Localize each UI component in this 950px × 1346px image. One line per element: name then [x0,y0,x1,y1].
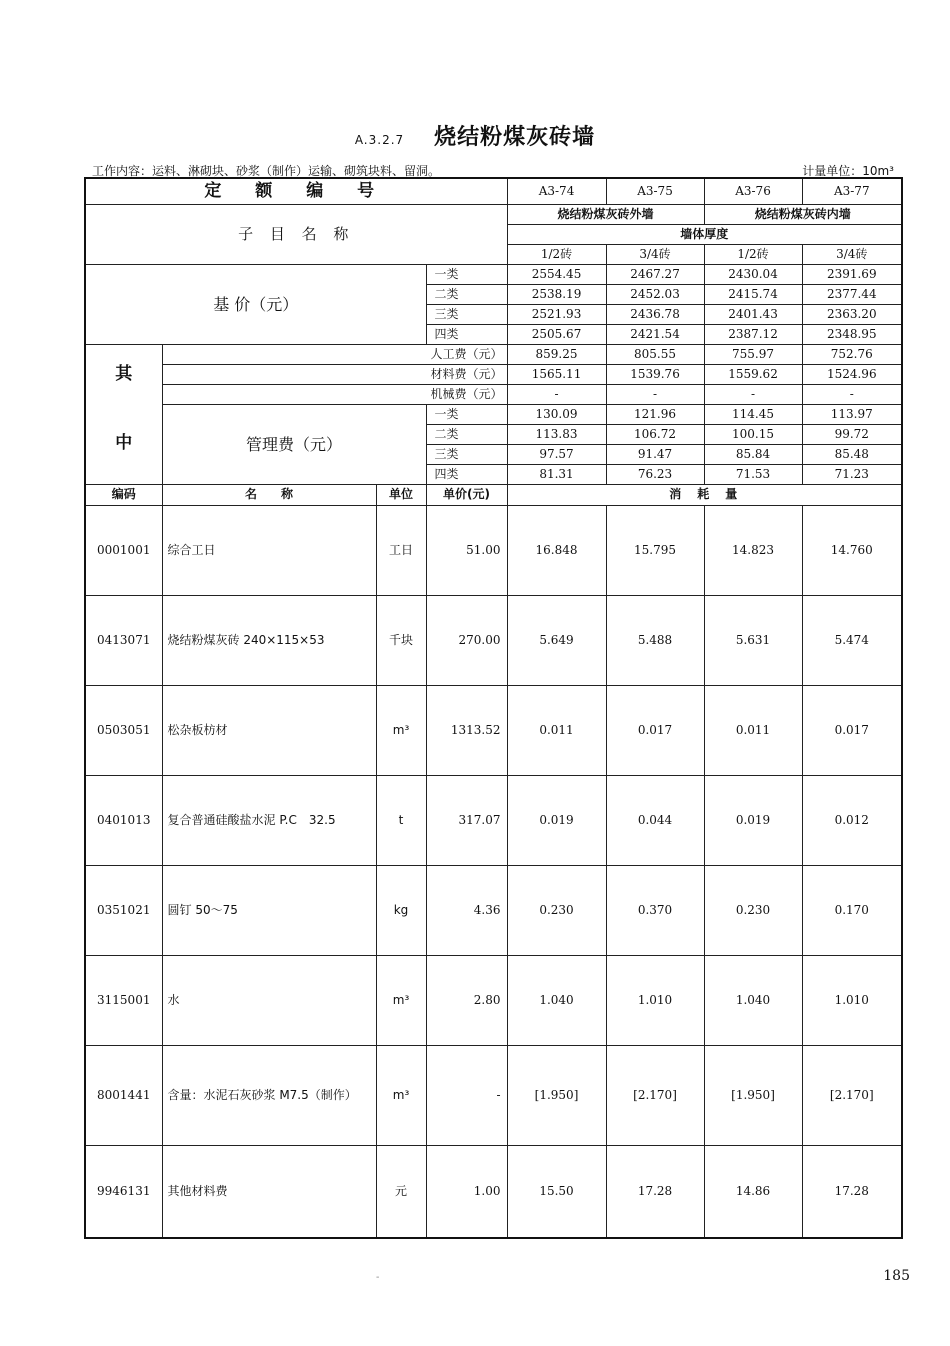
base-price-value: 2538.19 [507,284,606,304]
category-label: 四类 [426,324,507,344]
thickness-label: 墙体厚度 [507,224,902,244]
material-name: 复合普通硅酸盐水泥 P.C 32.5 [162,775,376,865]
mgmt-fee-value: 71.23 [802,464,902,484]
base-price-value: 2401.43 [704,304,802,324]
quota-no-label: 定 额 编 号 [85,178,507,204]
section-name: 烧结粉煤灰砖墙 [434,125,596,150]
mgmt-fee-value: 85.84 [704,444,802,464]
section-number: A.3.2.7 [354,133,405,147]
consumption-value: 5.649 [507,595,606,685]
consumption-value: 0.230 [507,865,606,955]
quota-code: A3-77 [802,178,902,204]
fee-value: 755.97 [704,344,802,364]
col-unit-header: 单位 [376,484,426,505]
consumption-value: 0.017 [606,685,704,775]
measurement-unit: 计量单位：10m³ [802,164,894,178]
consumption-value: 0.230 [704,865,802,955]
consumption-value: 0.370 [606,865,704,955]
consumption-value: 0.017 [802,685,902,775]
fee-value: - [802,384,902,404]
base-price-value: 2521.93 [507,304,606,324]
mgmt-fee-value: 81.31 [507,464,606,484]
material-name: 水 [162,955,376,1045]
material-price: 1313.52 [426,685,507,775]
material-code: 3115001 [85,955,162,1045]
material-code: 0401013 [85,775,162,865]
category-label: 三类 [426,304,507,324]
category-label: 三类 [426,444,507,464]
material-code: 0351021 [85,865,162,955]
fee-value: - [704,384,802,404]
material-name: 烧结粉煤灰砖 240×115×53 [162,595,376,685]
thickness-value: 3/4砖 [802,244,902,264]
material-unit: 元 [376,1145,426,1238]
mgmt-fee-value: 91.47 [606,444,704,464]
consumption-value: [1.950] [704,1045,802,1145]
consumption-value: 0.019 [507,775,606,865]
consumption-value: 17.28 [802,1145,902,1238]
fee-label: 机械费（元） [162,384,507,404]
col-code-header: 编码 [85,484,162,505]
fee-value: 805.55 [606,344,704,364]
fee-label: 材料费（元） [162,364,507,384]
work-content: 工作内容：运料、淋砌块、砂浆（制作）运输、砌筑块料、留洞。 [92,164,441,178]
material-unit: kg [376,865,426,955]
consumption-value: [2.170] [606,1045,704,1145]
mgmt-fee-value: 97.57 [507,444,606,464]
material-code: 8001441 [85,1045,162,1145]
fee-value: - [606,384,704,404]
group-interior: 烧结粉煤灰砖内墙 [704,204,902,224]
material-row [85,865,902,955]
mgmt-fee-value: 113.83 [507,424,606,444]
consumption-value: 0.170 [802,865,902,955]
base-price-value: 2554.45 [507,264,606,284]
consumption-value: 16.848 [507,505,606,595]
material-unit: m³ [376,685,426,775]
material-row [85,1045,902,1145]
page-number: 185 [883,1268,910,1284]
material-price: - [426,1045,507,1145]
category-label: 二类 [426,424,507,444]
consumption-value: 0.019 [704,775,802,865]
quota-code: A3-75 [606,178,704,204]
consumption-value: [1.950] [507,1045,606,1145]
material-row [85,1145,902,1238]
material-price: 1.00 [426,1145,507,1238]
mgmt-fee-value: 71.53 [704,464,802,484]
mgmt-fee-value: 113.97 [802,404,902,424]
mgmt-fee-value: 121.96 [606,404,704,424]
consumption-value: 0.044 [606,775,704,865]
category-label: 四类 [426,464,507,484]
material-row [85,775,902,865]
base-price-value: 2387.12 [704,324,802,344]
material-name: 综合工日 [162,505,376,595]
quota-code: A3-74 [507,178,606,204]
material-price: 2.80 [426,955,507,1045]
mgmt-fee-value: 130.09 [507,404,606,424]
consumption-value: 1.040 [507,955,606,1045]
base-price-value: 2452.03 [606,284,704,304]
col-price-header: 单价(元) [426,484,507,505]
fee-value: 1559.62 [704,364,802,384]
mgmt-fee-value: 85.48 [802,444,902,464]
mgmt-fee-value: 76.23 [606,464,704,484]
mgmt-fee-value: 100.15 [704,424,802,444]
base-price-value: 2363.20 [802,304,902,324]
material-unit: t [376,775,426,865]
material-row [85,685,902,775]
base-price-value: 2421.54 [606,324,704,344]
mgmt-fee-value: 114.45 [704,404,802,424]
consumption-value: 5.488 [606,595,704,685]
mgmt-fee-value: 106.72 [606,424,704,444]
of-which-label-top: 其 [85,344,162,404]
consumption-value: 5.631 [704,595,802,685]
base-price-value: 2505.67 [507,324,606,344]
mgmt-fee-label: 管理费（元） [162,404,426,484]
base-price-value: 2415.74 [704,284,802,304]
consumption-value: 1.010 [802,955,902,1045]
of-which-label-bottom: 中 [85,404,162,484]
base-price-value: 2377.44 [802,284,902,304]
fee-value: 1565.11 [507,364,606,384]
section-title [0,120,950,151]
material-name: 圆钉 50～75 [162,865,376,955]
material-unit: 工日 [376,505,426,595]
thickness-value: 3/4砖 [606,244,704,264]
thickness-value: 1/2砖 [507,244,606,264]
thickness-value: 1/2砖 [704,244,802,264]
material-row [85,505,902,595]
consumption-value: 0.011 [704,685,802,775]
material-price: 270.00 [426,595,507,685]
base-price-value: 2436.78 [606,304,704,324]
material-name: 松杂板枋材 [162,685,376,775]
material-name: 其他材料费 [162,1145,376,1238]
base-price-value: 2467.27 [606,264,704,284]
fee-value: 1524.96 [802,364,902,384]
base-price-value: 2391.69 [802,264,902,284]
fee-label: 人工费（元） [162,344,507,364]
quota-code: A3-76 [704,178,802,204]
consumption-value: 0.011 [507,685,606,775]
material-unit: 千块 [376,595,426,685]
category-label: 二类 [426,284,507,304]
item-name-label: 子 目 名 称 [85,204,507,264]
consumption-value: 15.795 [606,505,704,595]
consumption-value: 14.86 [704,1145,802,1238]
material-unit: m³ [376,955,426,1045]
category-label: 一类 [426,404,507,424]
material-price: 317.07 [426,775,507,865]
category-label: 一类 [426,264,507,284]
consumption-value: [2.170] [802,1045,902,1145]
fee-value: - [507,384,606,404]
material-code: 0413071 [85,595,162,685]
page-mark: - [376,1272,380,1283]
consumption-value: 5.474 [802,595,902,685]
base-price-value: 2348.95 [802,324,902,344]
fee-value: 1539.76 [606,364,704,384]
material-code: 0001001 [85,505,162,595]
group-exterior: 烧结粉煤灰砖外墙 [507,204,704,224]
material-code: 0503051 [85,685,162,775]
fee-value: 752.76 [802,344,902,364]
material-price: 4.36 [426,865,507,955]
mgmt-fee-value: 99.72 [802,424,902,444]
consumption-value: 14.760 [802,505,902,595]
material-price: 51.00 [426,505,507,595]
base-price-label: 基 价（元） [85,264,426,344]
consumption-value: 0.012 [802,775,902,865]
consumption-value: 14.823 [704,505,802,595]
material-code: 9946131 [85,1145,162,1238]
col-consumption-header: 消 耗 量 [507,484,902,505]
consumption-value: 17.28 [606,1145,704,1238]
material-unit: m³ [376,1045,426,1145]
base-price-value: 2430.04 [704,264,802,284]
quota-table [84,177,903,1239]
material-row [85,955,902,1045]
consumption-value: 1.010 [606,955,704,1045]
fee-value: 859.25 [507,344,606,364]
col-name-header: 名 称 [162,484,376,505]
consumption-value: 1.040 [704,955,802,1045]
material-name: 含量：水泥石灰砂浆 M7.5（制作） [162,1045,376,1145]
material-row [85,595,902,685]
consumption-value: 15.50 [507,1145,606,1238]
